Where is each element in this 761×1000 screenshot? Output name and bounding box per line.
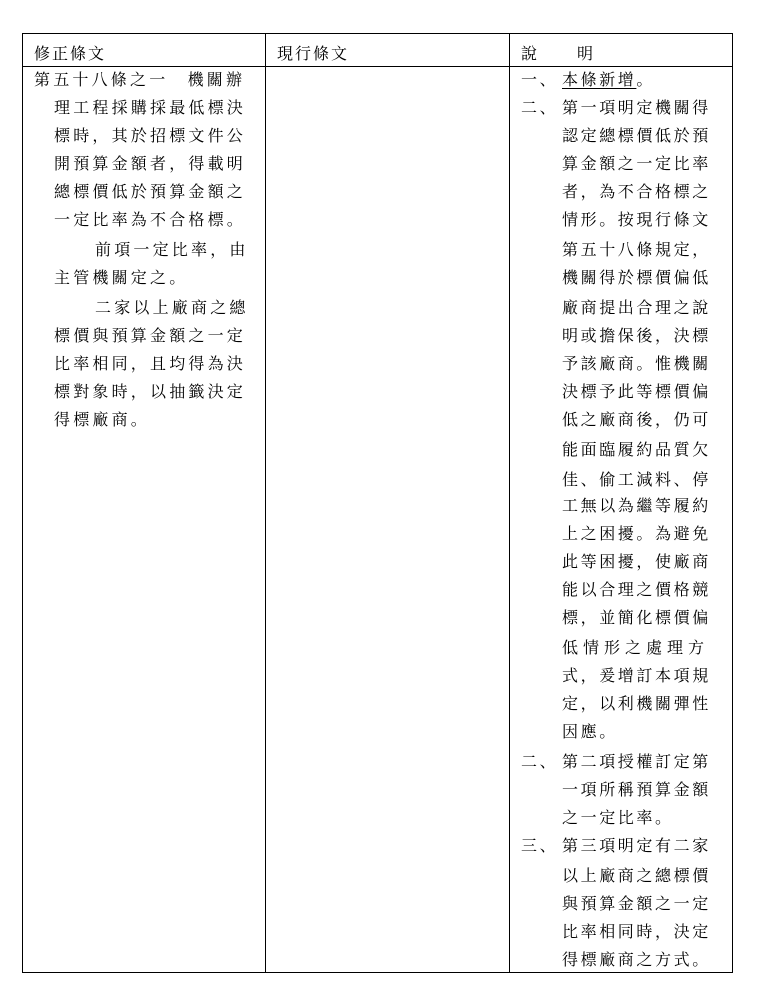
explanation-item-number: 二、 [521,752,559,771]
amended-line: 二家以上廠商之總 [95,298,249,317]
explanation-line: 予該廠商。惟機關 [562,354,711,373]
explanation-line: 本條新增。 [562,70,656,89]
explanation-item-number: 二、 [521,98,559,117]
explanation-line: 廠商提出合理之說 [562,298,711,317]
amended-line: 比率相同，且均得為決 [54,354,247,373]
explanation-line: 工無以為繼等履約 [562,496,711,515]
header-amended: 修正條文 [34,44,107,63]
header-divider [23,66,732,67]
amendment-comparison-table [22,33,733,973]
explanation-line: 情形。按現行條文 [562,210,711,229]
amended-line: 標對象時，以抽籤決定 [54,382,247,401]
explanation-line: 與預算金額之一定 [562,894,711,913]
explanation-line: 認定總標價低於預 [562,126,711,145]
amended-line: 一定比率為不合格標。 [54,210,247,229]
column-divider [509,34,510,972]
explanation-line: 之一定比率。 [562,808,674,827]
explanation-line: 標，並簡化標價偏 [562,608,711,627]
column-divider [265,34,266,972]
amended-line: 理工程採購採最低標決 [54,98,247,117]
amended-line: 總標價低於預算金額之 [54,182,247,201]
amended-line: 標時，其於招標文件公 [54,126,247,145]
explanation-line: 能面臨履約品質欠 [562,440,711,459]
explanation-line: 上之困擾。為避免 [562,524,711,543]
explanation-line: 第一項明定機關得 [562,98,711,117]
amended-line: 第五十八條之一 機關辦 [34,70,246,89]
explanation-line: 算金額之一定比率 [562,154,711,173]
explanation-item-number: 三、 [521,836,559,855]
explanation-line: 能以合理之價格競 [562,580,711,599]
explanation-line: 因應。 [562,722,618,741]
explanation-line: 定，以利機關彈性 [562,694,711,713]
amended-line: 主管機關定之。 [54,268,189,287]
explanation-line: 比率相同時，決定 [562,922,711,941]
explanation-line: 第二項授權訂定第 [562,752,711,771]
explanation-line: 一項所稱預算金額 [562,780,711,799]
header-explanation: 說 明 [521,44,594,63]
explanation-line: 低情形之處理方 [562,638,710,657]
explanation-line: 得標廠商之方式。 [562,950,711,969]
explanation-line: 決標予此等標價偏 [562,382,711,401]
explanation-line: 第五十八條規定， [562,240,711,259]
amended-line: 標價與預算金額之一定 [54,326,247,345]
explanation-line: 者，為不合格標之 [562,182,711,201]
explanation-line: 第三項明定有二家 [562,836,711,855]
explanation-line: 以上廠商之總標價 [562,866,711,885]
explanation-line: 此等困擾，使廠商 [562,552,711,571]
amended-line: 得標廠商。 [54,410,151,429]
amended-line: 開預算金額者，得載明 [54,154,247,173]
explanation-line: 明或擔保後，決標 [562,326,711,345]
explanation-line: 機關得於標價偏低 [562,268,711,287]
explanation-line: 式，爰增訂本項規 [562,666,711,685]
explanation-line: 低之廠商後，仍可 [562,410,711,429]
header-current: 現行條文 [277,44,350,63]
explanation-item-number: 一、 [521,70,559,89]
explanation-line: 佳、偷工減料、停 [562,470,711,489]
amended-line: 前項一定比率，由 [95,240,249,259]
